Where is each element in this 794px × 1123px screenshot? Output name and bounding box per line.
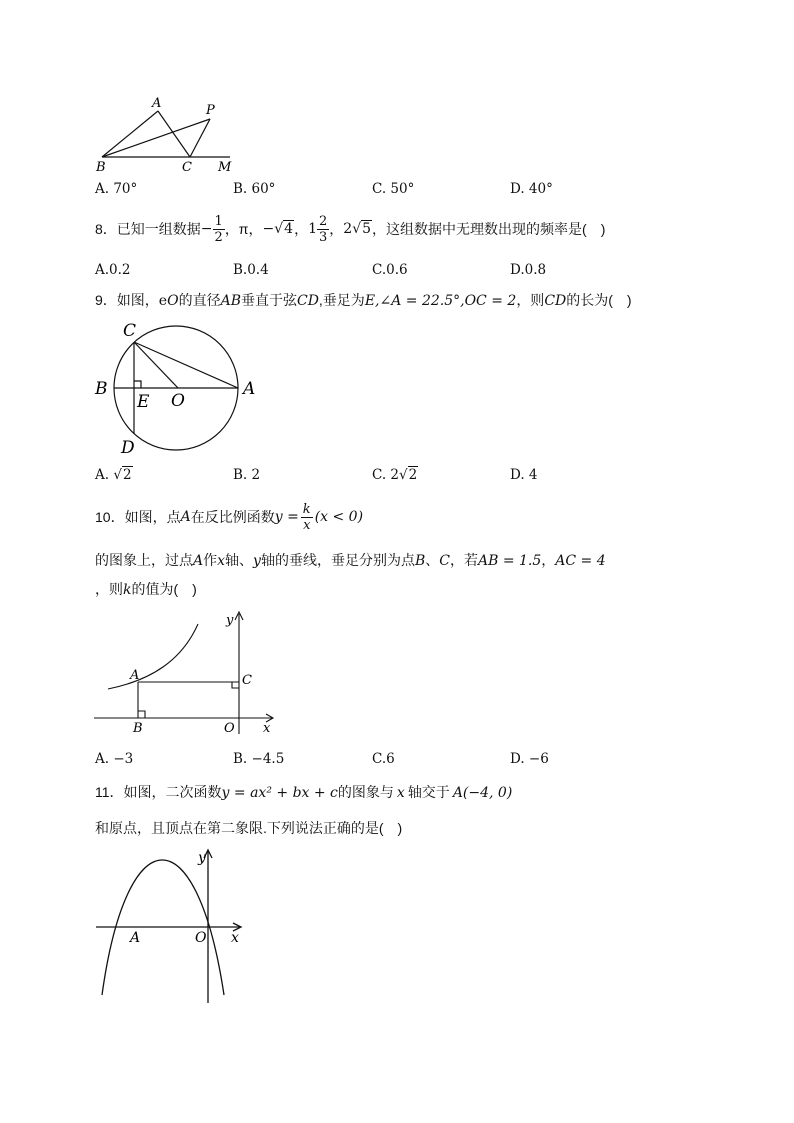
label-M: M [218, 160, 232, 175]
label-A: A [130, 930, 141, 946]
fraction-k-over-x: $\frac{k}{x}$ [302, 501, 311, 533]
label-O: O [224, 721, 235, 736]
q9-stem: 9．如图，eO的直径AB垂直于弦CD,垂足为E,∠A = 22.5°,OC = 2，则CD的长为( ) [95, 292, 632, 309]
q8-pi: ，π， [224, 221, 263, 237]
q8-text-2: ，这组数据中无理数出现的频率是( ) [372, 221, 606, 237]
figure-q11 [92, 845, 252, 1010]
q9-option-b[interactable]: B. 2 [233, 467, 261, 483]
sqrt-5: √5 [352, 221, 372, 237]
circle-symbol: e [158, 293, 168, 309]
q10-stem-line3: ，则k的值为( ) [95, 581, 197, 598]
label-C: C [242, 673, 252, 688]
label-D: D [121, 438, 135, 458]
figure-q10 [92, 608, 282, 738]
q9-option-c[interactable]: C. 2√2 [372, 467, 418, 483]
figure-q9 [90, 318, 270, 458]
q9-option-a[interactable]: A. √2 [95, 467, 132, 483]
q7-option-a[interactable]: A. 70° [95, 181, 138, 197]
label-B: B [96, 160, 106, 175]
label-A: A [152, 96, 162, 111]
label-B: B [95, 379, 108, 399]
label-O: O [171, 391, 185, 411]
label-B: B [133, 721, 143, 736]
label-x: x [231, 930, 239, 946]
q7-option-d[interactable]: D. 40° [510, 181, 553, 197]
mixed-number-whole: 1 [308, 221, 317, 237]
q8-option-b[interactable]: B.0.4 [233, 262, 269, 278]
fraction-one-half: $\frac{1}{2}$ [214, 213, 223, 245]
label-C: C [182, 160, 192, 175]
q8-number: 8． [95, 221, 117, 237]
q8-minus: − [200, 221, 213, 237]
q10-option-b[interactable]: B. −4.5 [233, 751, 285, 767]
q7-option-c[interactable]: C. 50° [372, 181, 415, 197]
q8-text-1: 已知一组数据 [116, 221, 201, 237]
label-A: A [130, 668, 140, 683]
q11-stem-line1: 11．如图，二次函数y = ax² + bx + c的图象与 x 轴交于 A(−4, 0) [95, 784, 513, 801]
label-x: x [263, 721, 271, 736]
q9-option-d[interactable]: D. 4 [510, 467, 538, 483]
q9-condition: E,∠A = 22.5°,OC = 2 [364, 293, 517, 309]
label-E: E [137, 392, 150, 412]
q8-option-a[interactable]: A.0.2 [95, 262, 131, 278]
label-P: P [206, 103, 215, 118]
q10-stem-line1: 10． 如图，点 A 在反比例函数 y = $\frac{k}{x}$ (x < 0) [95, 501, 364, 533]
q10-stem-line2: 的图象上，过点A作x轴、y轴的垂线，垂足分别为点B、C，若AB = 1.5，AC = 4 [95, 552, 606, 569]
label-y: y [226, 613, 234, 628]
label-C: C [123, 321, 137, 341]
q8-option-d[interactable]: D.0.8 [510, 262, 547, 278]
sqrt-2: √2 [399, 467, 418, 483]
q7-option-b[interactable]: B. 60° [233, 181, 276, 197]
quadratic-function: y = ax² + bx + c [221, 785, 338, 801]
q10-option-a[interactable]: A. −3 [95, 751, 134, 767]
sqrt-2: √2 [113, 467, 132, 483]
fraction-two-thirds: $\frac{2}{3}$ [318, 213, 328, 245]
q10-option-c[interactable]: C.6 [372, 751, 395, 767]
q10-option-d[interactable]: D. −6 [510, 751, 549, 767]
figure-q7 [90, 95, 250, 175]
q8-stem: 8． 已知一组数据 − $\frac{1}{2}$ ，π， − √4 ， 1 $\frac{2}{3}$ ， 2 √5 ，这组数据中无理数出现的频率是( ) [95, 213, 606, 245]
label-y: y [198, 850, 206, 866]
q8-option-c[interactable]: C.0.6 [372, 262, 408, 278]
label-A: A [243, 379, 256, 399]
sqrt-4: √4 [274, 221, 294, 237]
q11-stem-line2: 和原点，且顶点在第二象限.下列说法正确的是( ) [95, 820, 403, 836]
label-O: O [195, 930, 207, 946]
